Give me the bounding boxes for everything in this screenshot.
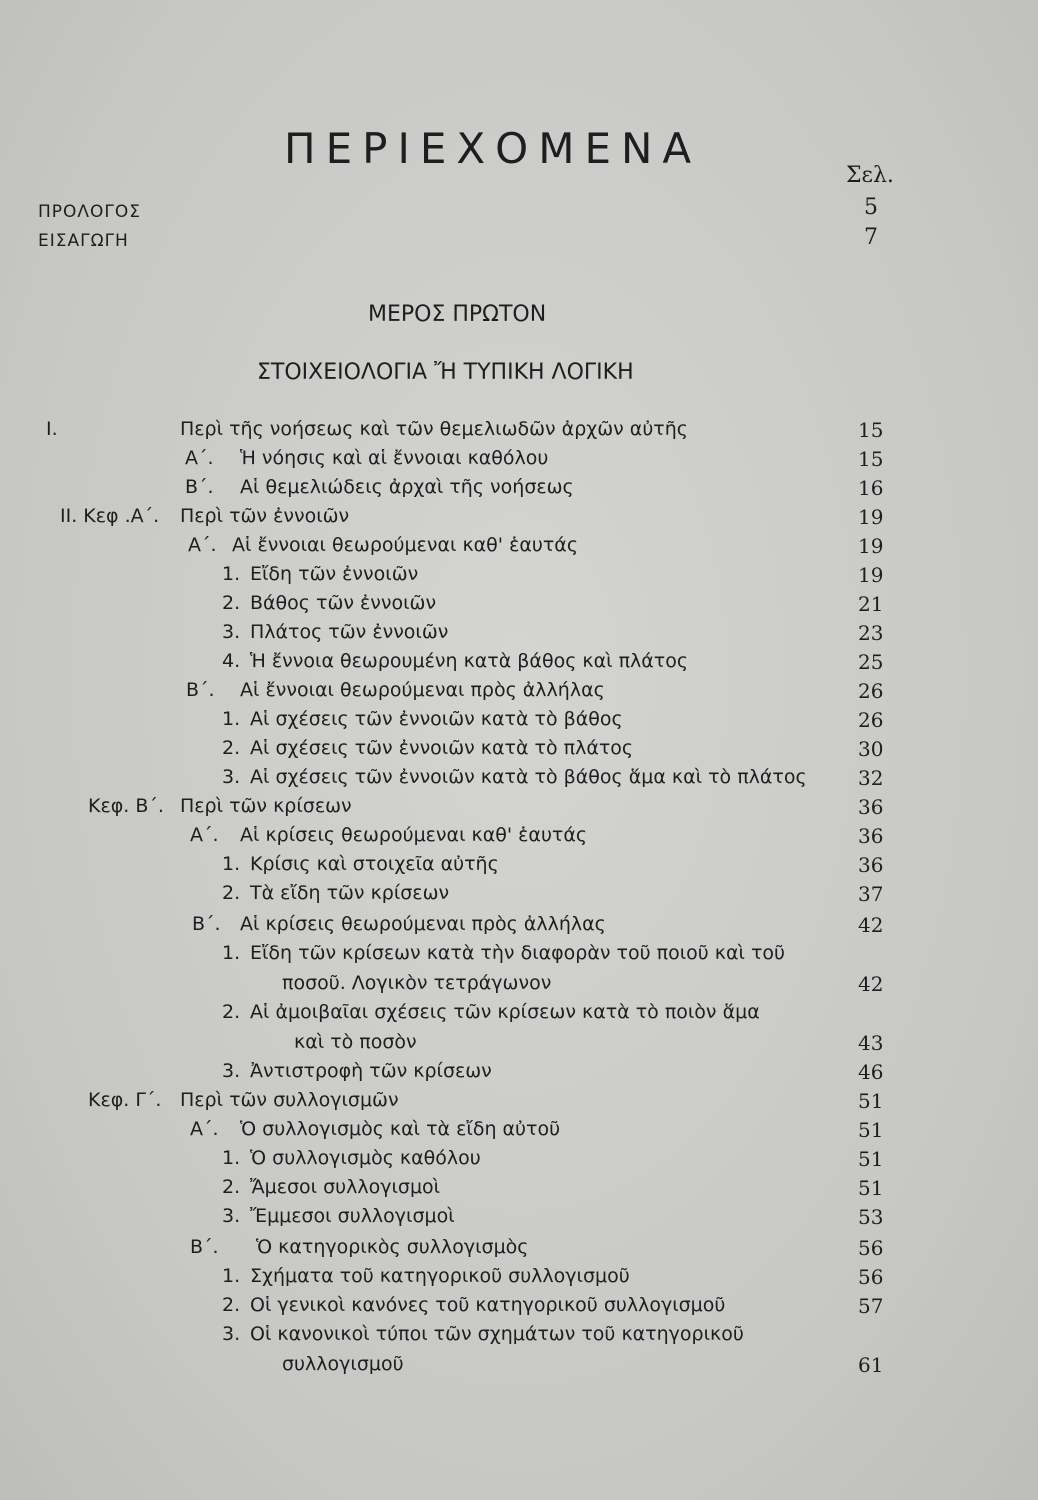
toc-entry-title: Ἡ ἔννοια θεωρουμένη κατὰ βάθος καὶ πλάτος	[250, 650, 688, 672]
toc-entry	[0, 505, 1038, 535]
toc-entry-label: 1.	[222, 853, 241, 875]
toc-entry-label: 3.	[222, 766, 241, 788]
toc-entry-page: 51	[858, 1176, 884, 1200]
toc-entry-page: 57	[858, 1294, 884, 1318]
toc-entry-title: Ὁ συλλογισμὸς καὶ τὰ εἴδη αὐτοῦ	[240, 1118, 561, 1140]
toc-entry-title: Αἱ ἔννοιαι θεωρούμεναι πρὸς ἀλλήλας	[240, 679, 605, 701]
toc-entry	[0, 418, 1038, 448]
toc-entry-title: Περὶ τῆς νοήσεως καὶ τῶν θεμελιωδῶν ἀρχῶν αὐτῆς	[180, 418, 688, 440]
toc-entry-title: Περὶ τῶν κρίσεων	[180, 795, 352, 817]
toc-entry	[0, 1060, 1038, 1090]
toc-entry-label: 2.	[222, 882, 241, 904]
toc-entry	[0, 913, 1038, 943]
front-matter-prologue: ΠΡΟΛΟΓΟΣ	[38, 202, 142, 222]
toc-entry-label: 4.	[222, 650, 241, 672]
toc-entry-title: Αἱ ἀμοιβαῖαι σχέσεις τῶν κρίσεων κατὰ τὸ ποιὸν ἅμα	[250, 1001, 760, 1023]
toc-entry	[0, 824, 1038, 854]
toc-entry-label: 2.	[222, 1001, 241, 1023]
toc-entry-page: 19	[858, 563, 884, 587]
part-title: ΜΕΡΟΣ ΠΡΩΤΟΝ	[368, 302, 547, 327]
toc-entry-page: 51	[858, 1118, 884, 1142]
toc-entry	[0, 1353, 1038, 1383]
toc-entry-title: Τὰ εἴδη τῶν κρίσεων	[250, 882, 450, 904]
toc-entry	[0, 853, 1038, 883]
toc-entry-page: 26	[858, 679, 884, 703]
toc-entry-label: 2.	[222, 592, 241, 614]
toc-entry-title: Ὁ συλλογισμὸς καθόλου	[250, 1147, 481, 1169]
toc-entry-page: 15	[858, 447, 884, 471]
toc-entry-page: 36	[858, 795, 884, 819]
toc-entry-page: 36	[858, 853, 884, 877]
toc-entry	[0, 1236, 1038, 1266]
toc-entry-page: 42	[858, 972, 884, 996]
toc-entry	[0, 476, 1038, 506]
toc-entry-title: καὶ τὸ ποσὸν	[294, 1031, 417, 1053]
toc-entry	[0, 766, 1038, 796]
toc-entry-title: Αἱ κρίσεις θεωρούμεναι πρὸς ἀλλήλας	[240, 913, 606, 935]
toc-entry-page: 56	[858, 1236, 884, 1260]
toc-entry-label: 1.	[222, 942, 241, 964]
toc-entry-page: 46	[858, 1060, 884, 1084]
toc-entry-label: Κεφ. Γ΄.	[88, 1089, 162, 1111]
toc-entry-title: συλλογισμοῦ	[282, 1353, 404, 1375]
toc-entry	[0, 679, 1038, 709]
toc-entry-label: 3.	[222, 621, 241, 643]
toc-entry-title: Οἱ κανονικοὶ τύποι τῶν σχημάτων τοῦ κατηγορικοῦ	[250, 1323, 744, 1345]
toc-entry-page: 32	[858, 766, 884, 790]
front-matter-prologue-page: 5	[864, 195, 878, 220]
toc-entry-title: Αἱ ἔννοιαι θεωρούμεναι καθ' ἑαυτάς	[232, 534, 578, 556]
toc-entry-label: Β΄.	[192, 913, 221, 935]
toc-entry	[0, 621, 1038, 651]
toc-entry-label: 3.	[222, 1323, 241, 1345]
toc-entry-page: 61	[858, 1353, 884, 1377]
toc-entry-label: I.	[46, 418, 58, 440]
toc-entry-label: 1.	[222, 1147, 241, 1169]
toc-entry-title: Αἱ σχέσεις τῶν ἐννοιῶν κατὰ τὸ βάθος	[250, 708, 623, 730]
toc-entry	[0, 1089, 1038, 1119]
toc-entry-title: Οἱ γενικοὶ κανόνες τοῦ κατηγορικοῦ συλλογισμοῦ	[250, 1294, 726, 1316]
toc-entry-title: Αἱ κρίσεις θεωρούμεναι καθ' ἑαυτάς	[240, 824, 588, 846]
toc-entry-title: Ἀντιστροφὴ τῶν κρίσεων	[250, 1060, 492, 1082]
toc-entry	[0, 708, 1038, 738]
toc-entry-title: Ὁ κατηγορικὸς συλλογισμὸς	[256, 1236, 529, 1258]
toc-entry	[0, 942, 1038, 972]
toc-entry	[0, 1176, 1038, 1206]
toc-entry-label: 2.	[222, 1176, 241, 1198]
toc-entry-page: 36	[858, 824, 884, 848]
toc-heading: ΠΕΡΙΕΧΟΜΕΝΑ	[284, 124, 702, 173]
toc-entry-title: Περὶ τῶν ἐννοιῶν	[180, 505, 350, 527]
toc-entry-page: 16	[858, 476, 884, 500]
toc-entry	[0, 737, 1038, 767]
toc-entry-label: II. Κεφ .Α΄.	[60, 505, 160, 527]
toc-entry	[0, 1118, 1038, 1148]
toc-entry-page: 42	[858, 913, 884, 937]
toc-entry-label: Β΄.	[190, 1236, 219, 1258]
toc-entry	[0, 1323, 1038, 1353]
toc-entry	[0, 563, 1038, 593]
toc-entry-label: 3.	[222, 1060, 241, 1082]
toc-entry-label: 2.	[222, 1294, 241, 1316]
toc-entry	[0, 1147, 1038, 1177]
toc-entry	[0, 882, 1038, 912]
toc-entry-title: Ἄμεσοι συλλογισμοὶ	[250, 1176, 441, 1198]
toc-entry-title: Βάθος τῶν ἐννοιῶν	[250, 592, 437, 614]
toc-entry	[0, 1294, 1038, 1324]
toc-entry-title: Εἴδη τῶν ἐννοιῶν	[250, 563, 419, 585]
toc-entry-page: 30	[858, 737, 884, 761]
toc-entry	[0, 650, 1038, 680]
toc-entry-label: Β΄.	[185, 476, 214, 498]
toc-entry	[0, 534, 1038, 564]
toc-entry-label: Β΄.	[186, 679, 215, 701]
toc-entry-title: Ἔμμεσοι συλλογισμοὶ	[250, 1205, 455, 1227]
toc-entry-title: Σχήματα τοῦ κατηγορικοῦ συλλογισμοῦ	[250, 1265, 630, 1287]
toc-entry-page: 26	[858, 708, 884, 732]
toc-entry	[0, 1001, 1038, 1031]
toc-entry-label: Α΄.	[188, 534, 217, 556]
toc-entry-page: 43	[858, 1031, 884, 1055]
toc-entry-page: 51	[858, 1089, 884, 1113]
toc-entry	[0, 972, 1038, 1002]
front-matter-introduction: ΕΙΣΑΓΩΓΗ	[38, 231, 129, 251]
toc-entry-label: 2.	[222, 737, 241, 759]
toc-entry-title: Αἱ σχέσεις τῶν ἐννοιῶν κατὰ τὸ βάθος ἅμα καὶ τὸ πλάτος	[250, 766, 807, 788]
toc-entry	[0, 1205, 1038, 1235]
toc-entry-title: Πλάτος τῶν ἐννοιῶν	[250, 621, 449, 643]
toc-entry	[0, 795, 1038, 825]
toc-entry-title: Κρίσις καὶ στοιχεῖα αὐτῆς	[250, 853, 499, 875]
front-matter-introduction-page: 7	[864, 225, 878, 250]
toc-entry	[0, 1031, 1038, 1061]
toc-entry-label: Α΄.	[190, 1118, 219, 1140]
toc-entry-title: Αἱ σχέσεις τῶν ἐννοιῶν κατὰ τὸ πλάτος	[250, 737, 634, 759]
toc-entry-page: 21	[858, 592, 884, 616]
toc-entry-page: 51	[858, 1147, 884, 1171]
toc-entry	[0, 1265, 1038, 1295]
page-column-label: Σελ.	[846, 163, 894, 188]
toc-entry-page: 19	[858, 534, 884, 558]
toc-entry-page: 37	[858, 882, 884, 906]
toc-entry	[0, 592, 1038, 622]
toc-entry-label: Κεφ. Β΄.	[88, 795, 164, 817]
toc-entry-label: 3.	[222, 1205, 241, 1227]
toc-entry-title: Αἱ θεμελιώδεις ἀρχαὶ τῆς νοήσεως	[240, 476, 574, 498]
toc-entry-page: 23	[858, 621, 884, 645]
toc-entry-title: Περὶ τῶν συλλογισμῶν	[180, 1089, 399, 1111]
toc-entry	[0, 447, 1038, 477]
toc-entry-label: 1.	[222, 563, 241, 585]
toc-entry-label: 1.	[222, 1265, 241, 1287]
part-subtitle: ΣΤΟΙΧΕΙΟΛΟΓΙΑ Ἤ ΤΥΠΙΚΗ ΛΟΓΙΚΗ	[257, 360, 634, 385]
toc-entry-label: Α΄.	[185, 447, 214, 469]
toc-entry-page: 56	[858, 1265, 884, 1289]
toc-entry-page: 25	[858, 650, 884, 674]
toc-entry-title: ποσοῦ. Λογικὸν τετράγωνον	[282, 972, 552, 994]
toc-entry-page: 53	[858, 1205, 884, 1229]
toc-entry-title: Ἡ νόησις καὶ αἱ ἔννοιαι καθόλου	[240, 447, 549, 469]
toc-entry-label: 1.	[222, 708, 241, 730]
toc-entry-page: 19	[858, 505, 884, 529]
toc-entry-label: Α΄.	[190, 824, 219, 846]
toc-entry-page: 15	[858, 418, 884, 442]
toc-entry-title: Εἴδη τῶν κρίσεων κατὰ τὴν διαφορὰν τοῦ ποιοῦ καὶ τοῦ	[250, 942, 786, 964]
